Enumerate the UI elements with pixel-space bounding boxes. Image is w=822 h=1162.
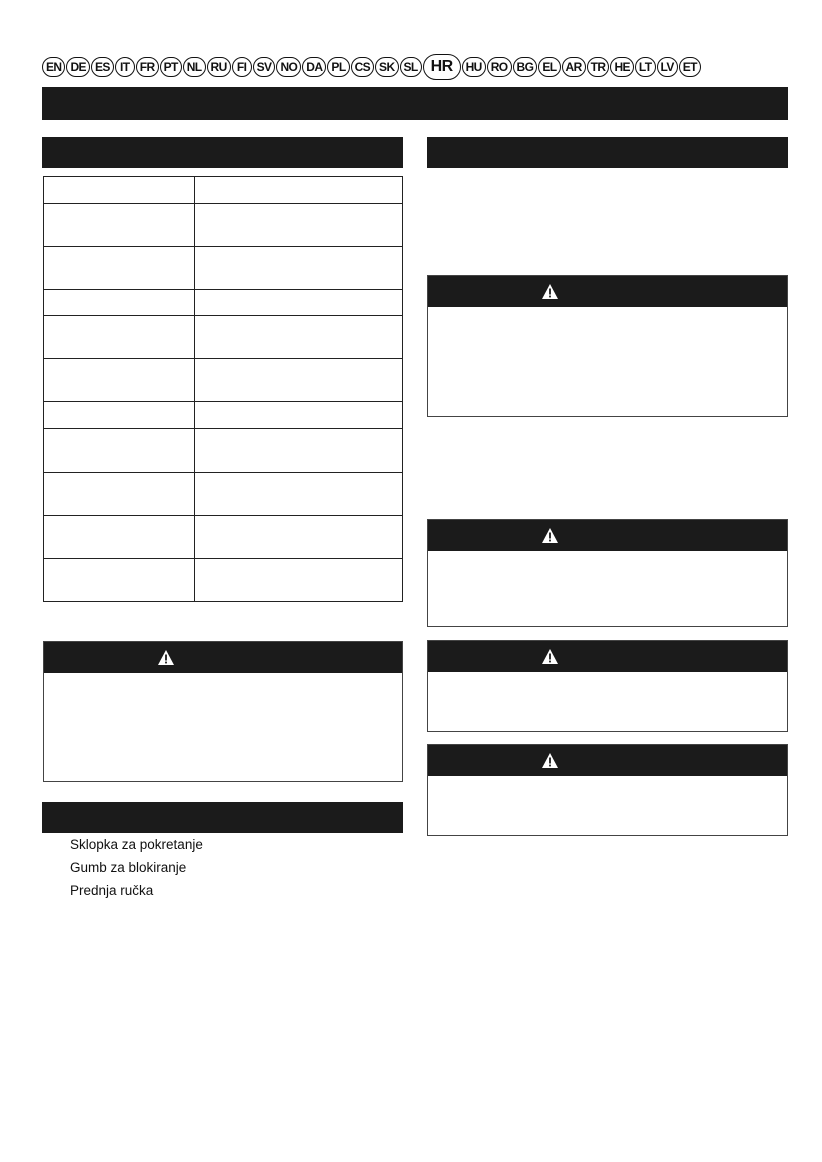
warning-box [427, 519, 788, 627]
language-sk-badge: SK [375, 57, 398, 77]
table-cell [195, 559, 403, 602]
warning-triangle-icon [157, 649, 175, 666]
table-cell [44, 402, 195, 429]
language-fi-badge: FI [232, 57, 252, 77]
list-item: Sklopka za pokretanje [70, 837, 203, 852]
warning-triangle-icon [541, 752, 559, 769]
language-it-badge: IT [115, 57, 135, 77]
table-cell [195, 316, 403, 359]
language-tr-badge: TR [587, 57, 610, 77]
warning-header [428, 276, 787, 307]
right-section-header-bar [427, 137, 788, 168]
language-fr-badge: FR [136, 57, 159, 77]
list-item: Gumb za blokiranje [70, 860, 187, 875]
list-item: Prednja ručka [70, 883, 154, 898]
language-sv-badge: SV [253, 57, 276, 77]
warning-triangle-icon [541, 648, 559, 665]
table-cell [195, 204, 403, 247]
language-cs-badge: CS [351, 57, 374, 77]
page-header-bar [42, 87, 788, 120]
table-cell [44, 177, 195, 204]
language-nl-badge: NL [183, 57, 206, 77]
language-lv-badge: LV [657, 57, 678, 77]
table-cell [195, 473, 403, 516]
warning-header [428, 520, 787, 551]
language-selector [42, 54, 702, 80]
warning-box [427, 275, 788, 417]
language-lt-badge: LT [635, 57, 656, 77]
warning-box [427, 744, 788, 836]
language-ro-badge: RO [487, 57, 512, 77]
language-pl-badge: PL [327, 57, 349, 77]
table-cell [44, 429, 195, 473]
language-bg-badge: BG [513, 57, 538, 77]
table-cell [44, 316, 195, 359]
table-cell [195, 290, 403, 316]
language-hr-badge: HR [423, 54, 461, 80]
table-cell [195, 429, 403, 473]
parts-header-bar [42, 802, 403, 833]
language-no-badge: NO [276, 57, 301, 77]
language-es-badge: ES [91, 57, 114, 77]
language-ar-badge: AR [562, 57, 586, 77]
language-et-badge: ET [679, 57, 701, 77]
table-cell [44, 473, 195, 516]
warning-triangle-icon [541, 283, 559, 300]
warning-header [44, 642, 402, 673]
language-pt-badge: PT [160, 57, 182, 77]
language-he-badge: HE [610, 57, 633, 77]
language-en-badge: EN [42, 57, 65, 77]
table-cell [195, 247, 403, 290]
language-hu-badge: HU [462, 57, 486, 77]
language-el-badge: EL [538, 57, 560, 77]
parts-list [70, 835, 203, 904]
language-ru-badge: RU [207, 57, 231, 77]
warning-header [428, 745, 787, 776]
table-cell [195, 177, 403, 204]
table-cell [195, 402, 403, 429]
warning-header [428, 641, 787, 672]
table-cell [44, 559, 195, 602]
table-cell [44, 204, 195, 247]
language-de-badge: DE [66, 57, 89, 77]
table-cell [44, 359, 195, 402]
specifications-header-bar [42, 137, 403, 168]
table-cell [195, 516, 403, 559]
warning-triangle-icon [541, 527, 559, 544]
specifications-table [43, 176, 403, 602]
table-cell [44, 247, 195, 290]
language-da-badge: DA [302, 57, 326, 77]
table-cell [44, 516, 195, 559]
table-cell [195, 359, 403, 402]
warning-box [43, 641, 403, 782]
language-sl-badge: SL [400, 57, 422, 77]
table-cell [44, 290, 195, 316]
warning-box [427, 640, 788, 732]
